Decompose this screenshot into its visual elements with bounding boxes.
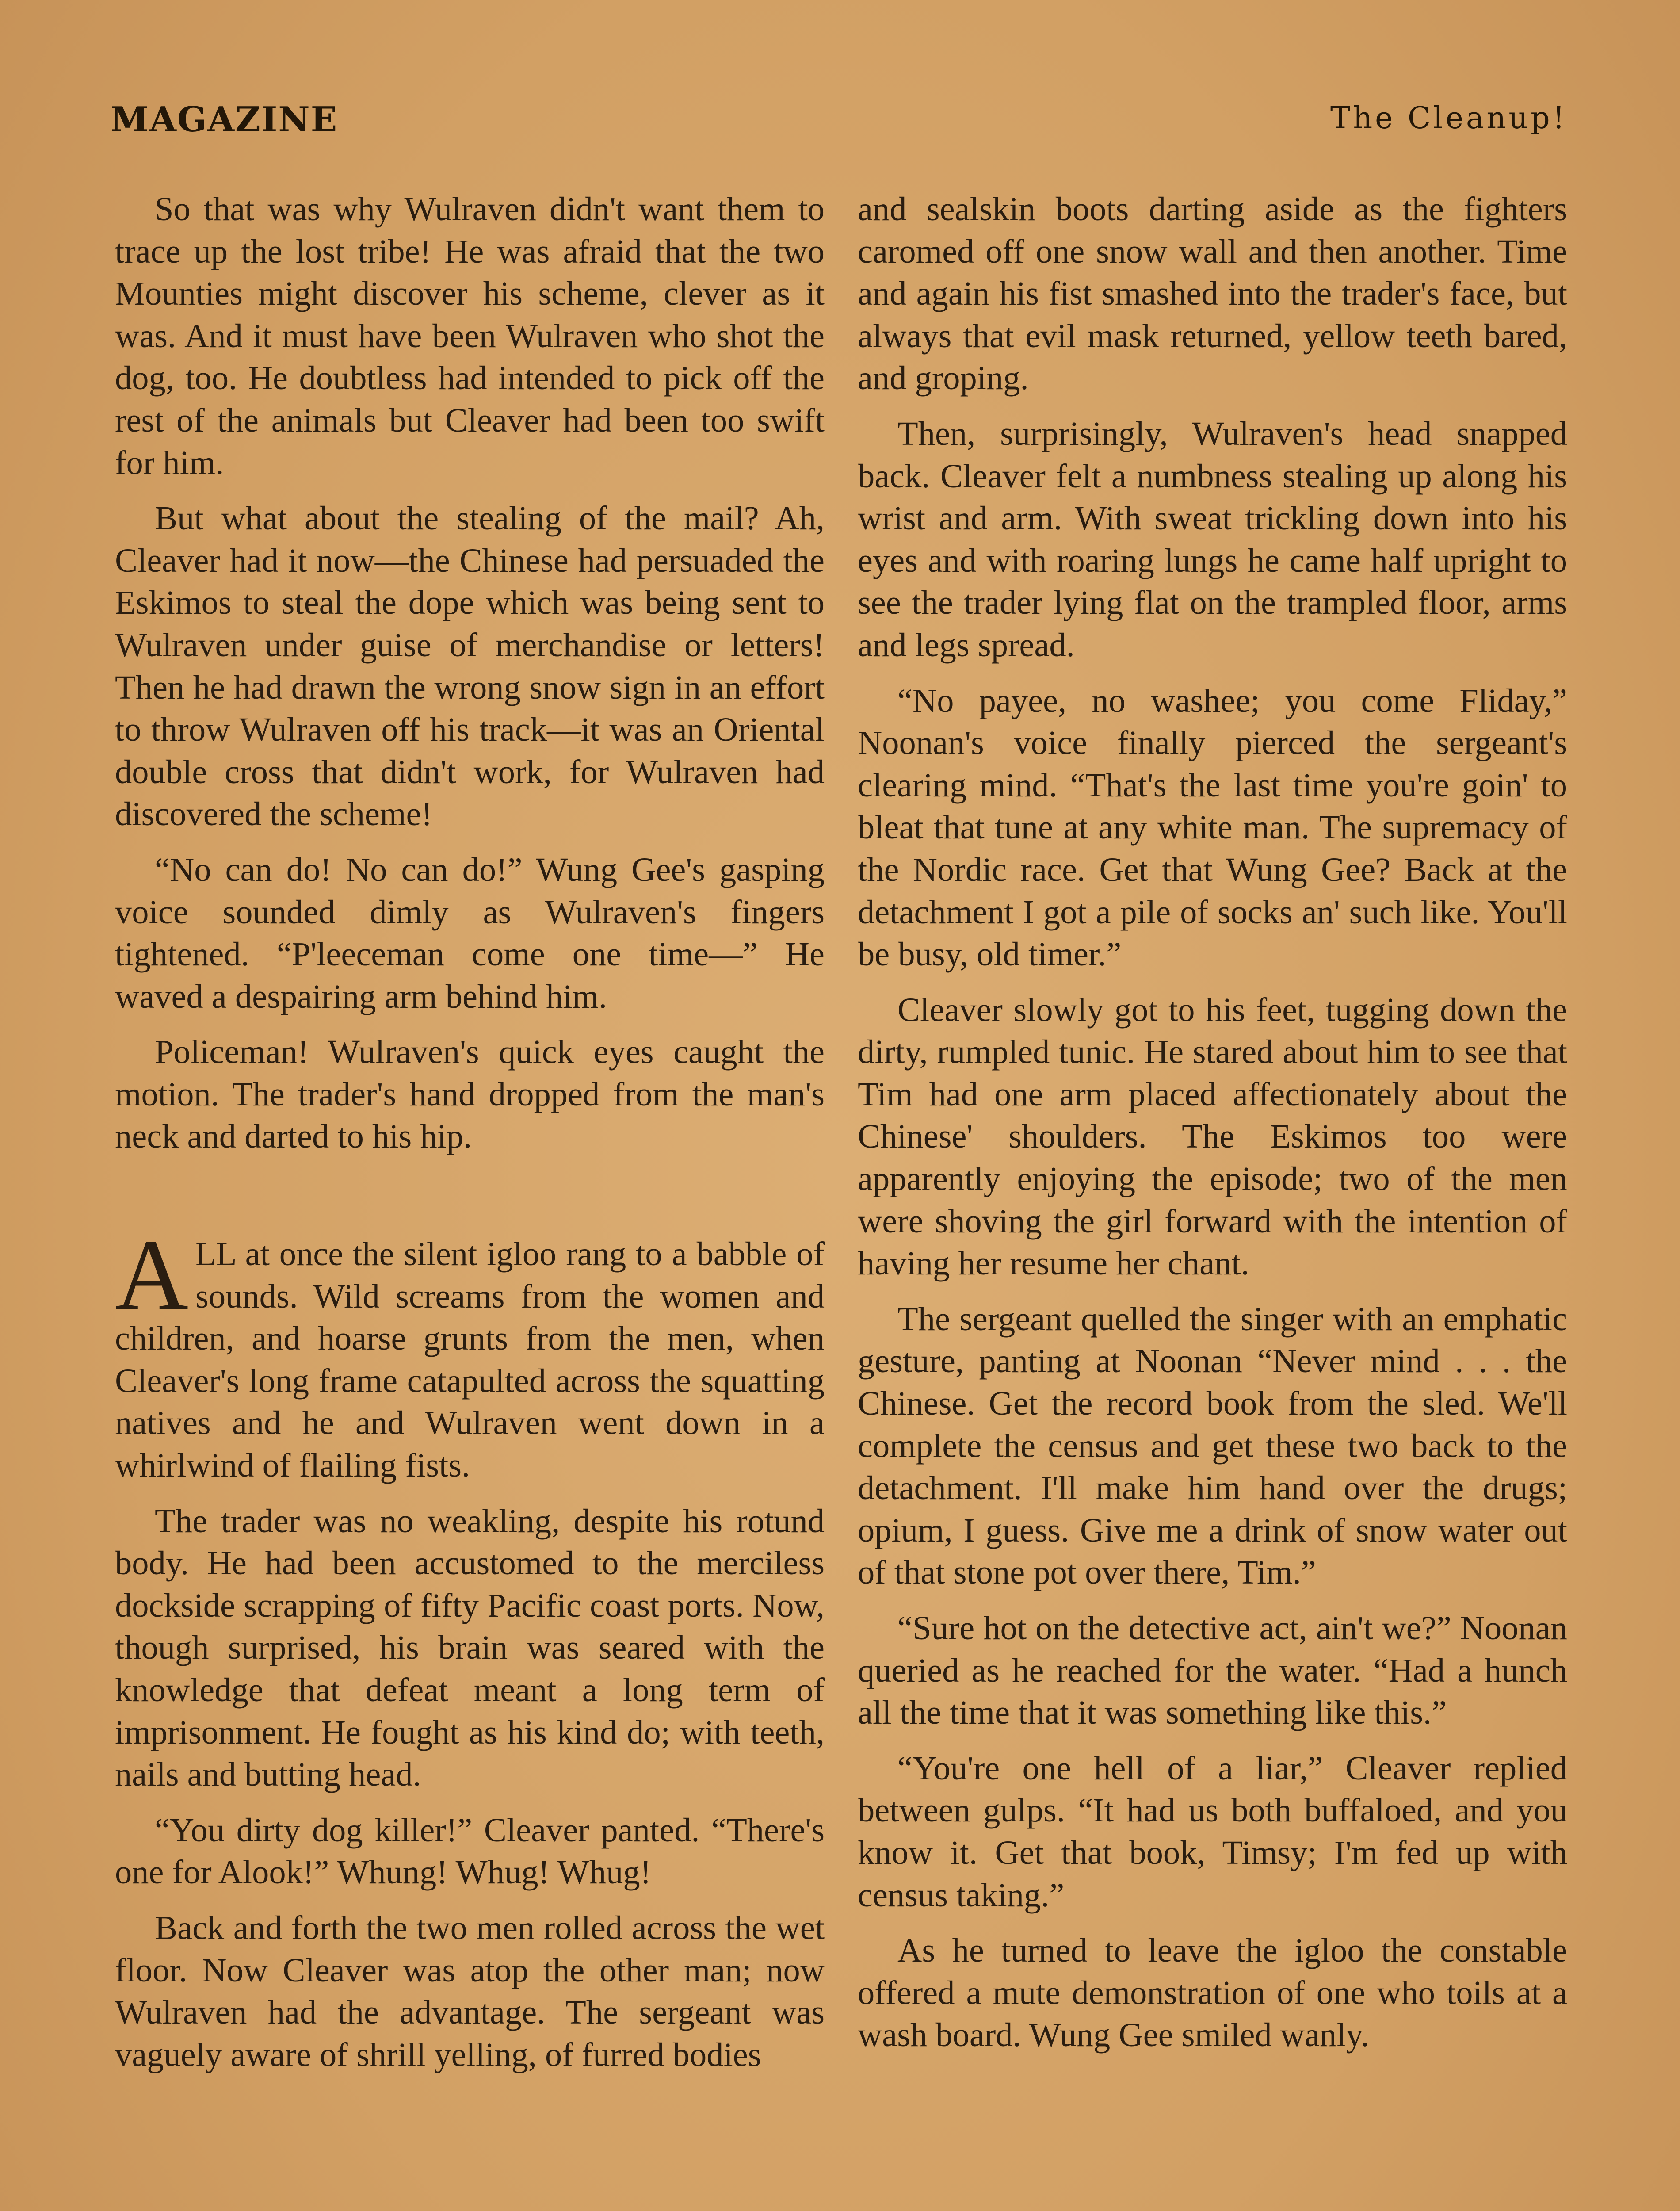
- paragraph: The trader was no weakling, despite his rotund body. He had been accustomed to the merciless dockside scrapping of fifty Pacific coast ports. Now, though surprised, his brain was seared with the knowledge that defeat meant a long term of imprisonment. He fought as his kind do; with teeth, nails and butting head.: [115, 1502, 825, 1794]
- running-header-right: The Cleanup!: [1330, 101, 1567, 136]
- continued-paragraph: and sealskin boots darting aside as the fighters caromed off one snow wall and then another. Time and again his fist smashed into the trader's face, but always that evil mask returned, yellow teeth bared, and groping.: [858, 190, 1567, 397]
- paragraph: “No payee, no washee; you come Fliday,” Noonan's voice finally pierced the sergeant's clearing mind. “That's the last time you're goin' to bleat that tune at any white man. The supremacy of the Nordic race. Get that Wung Gee? Back at the detachment I got a pile of socks an' such like. You'll be busy, old timer.”: [858, 681, 1567, 973]
- paragraph: “Sure hot on the detective act, ain't we?” Noonan queried as he reached for the water. “Had a hunch all the time that it was something like this.”: [858, 1609, 1567, 1732]
- section-opening-text: LL at once the silent igloo rang to a babble of sounds. Wild screams from the women and children, and hoarse grunts from the men, when Cleaver's long frame catapulted across the squatting natives and he and Wulraven went down in a whirlwind of flailing fists.: [115, 1235, 825, 1484]
- paragraph: “You're one hell of a liar,” Cleaver replied between gulps. “It had us both buffaloed, and you know it. Get that book, Timsy; I'm fed up with census taking.”: [858, 1749, 1567, 1914]
- paragraph: So that was why Wulraven didn't want them to trace up the lost tribe! He was afraid that the two Mounties might discover his scheme, clever as it was. And it must have been Wulraven who shot the dog, too. He doubtless had intended to pick off the rest of the animals but Cleaver had been too swift for him.: [115, 190, 825, 482]
- paragraph: Back and forth the two men rolled across the wet floor. Now Cleaver was atop the other man; now Wulraven had the advantage. The sergeant was vaguely aware of shrill yelling, of furred bodies: [115, 1909, 825, 2073]
- paragraph: Then, surprisingly, Wulraven's head snapped back. Cleaver felt a numbness stealing up along his wrist and arm. With sweat trickling down into his eyes and with roaring lungs he came half upright to see the trader lying flat on the trampled floor, arms and legs spread.: [858, 414, 1567, 664]
- paragraph: “No can do! No can do!” Wung Gee's gasping voice sounded dimly as Wulraven's fingers tightened. “P'leeceman come one time—” He waved a despairing arm behind him.: [115, 850, 825, 1015]
- right-column: [858, 188, 1567, 2069]
- running-header-left: MAGAZINE: [111, 99, 338, 140]
- section-opening-paragraph: [115, 1218, 825, 1487]
- paragraph: Cleaver slowly got to his feet, tugging down the dirty, rumpled tunic. He stared about him to see that Tim had one arm placed affectionately about the Chinese' shoulders. The Eskimos too were apparently enjoying the episode; two of the men were shoving the girl forward with the intention of having her resume her chant.: [858, 991, 1567, 1282]
- section-break: [115, 1171, 825, 1233]
- paragraph: Policeman! Wulraven's quick eyes caught the motion. The trader's hand dropped from the man's neck and darted to his hip.: [115, 1033, 825, 1155]
- paragraph: But what about the stealing of the mail? Ah, Cleaver had it now—the Chinese had persuaded the Eskimos to steal the dope which was being sent to Wulraven under guise of merchandise or letters! Then he had drawn the wrong snow sign in an effort to throw Wulraven off his track—it was an Oriental double cross that didn't work, for Wulraven had discovered the scheme!: [115, 499, 825, 833]
- drop-cap: A: [115, 1218, 189, 1331]
- left-column: [115, 188, 825, 2089]
- paragraph: “You dirty dog killer!” Cleaver panted. “There's one for Alook!” Whung! Whug! Whug!: [115, 1811, 825, 1891]
- paragraph: The sergeant quelled the singer with an emphatic gesture, panting at Noonan “Never mind . . . the Chinese. Get the record book from the sled. We'll complete the census and get these two back to the detachment. I'll make him hand over the drugs; opium, I guess. Give me a drink of snow water out of that stone pot over there, Tim.”: [858, 1300, 1567, 1591]
- paragraph: As he turned to leave the igloo the constable offered a mute demonstration of one who toils at a wash board. Wung Gee smiled wanly.: [858, 1932, 1567, 2054]
